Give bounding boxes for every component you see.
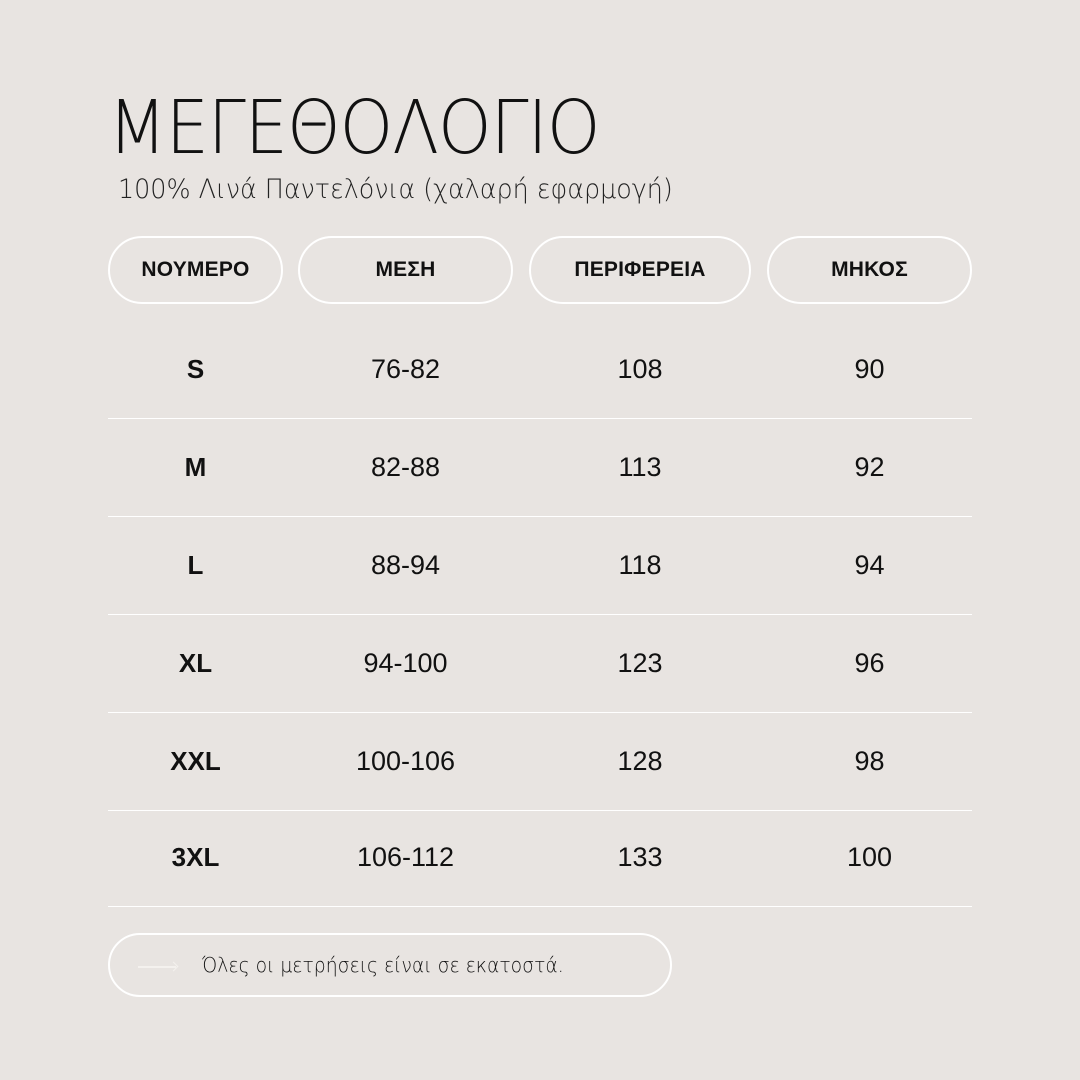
circumference-cell: 118 — [618, 549, 662, 580]
circumference-cell: 128 — [617, 745, 663, 776]
circumference-cell: 123 — [617, 647, 663, 678]
waist-cell: 100-106 — [355, 745, 456, 776]
size-cell: XXL — [170, 745, 221, 776]
size-cell: L — [187, 549, 204, 580]
length-cell: 94 — [854, 549, 885, 580]
size-cell: XL — [178, 647, 213, 678]
circumference-cell: 133 — [617, 841, 663, 872]
header-length: ΜΗΚΟΣ — [767, 236, 972, 304]
header-size: ΝΟΥΜΕΡΟ — [108, 236, 283, 304]
size-cell: M — [184, 451, 207, 482]
waist-cell: 82-88 — [370, 451, 441, 482]
note-text: Όλες οι μετρήσεις είναι σε εκατοστά. — [202, 953, 564, 977]
length-cell: 96 — [854, 647, 885, 678]
arrow-right-icon — [138, 966, 176, 968]
length-cell: 98 — [854, 745, 885, 776]
length-cell: 100 — [846, 841, 893, 872]
table-row — [108, 808, 972, 907]
page-subtitle: 100% Λινά Παντελόνια (χαλαρή εφαρμογή) — [118, 174, 673, 205]
header-waist: ΜΕΣΗ — [298, 236, 513, 304]
header-circumference: ΠΕΡΙΦΕΡΕΙΑ — [529, 236, 751, 304]
waist-cell: 106-112 — [356, 841, 455, 872]
measurement-note — [108, 933, 672, 997]
waist-cell: 88-94 — [370, 549, 441, 580]
length-cell: 92 — [854, 451, 885, 482]
page-title: ΜΕΓΕΘΟΛΟΓΙΟ — [108, 85, 600, 171]
table-row — [108, 516, 972, 615]
waist-cell: 94-100 — [363, 647, 448, 678]
size-cell: S — [186, 353, 205, 384]
table-row — [108, 614, 972, 713]
length-cell: 90 — [854, 353, 885, 384]
table-row — [108, 418, 972, 517]
size-cell: 3XL — [171, 841, 220, 872]
table-row — [108, 712, 972, 811]
waist-cell: 76-82 — [370, 353, 441, 384]
circumference-cell: 108 — [617, 353, 663, 384]
circumference-cell: 113 — [618, 451, 662, 482]
table-row — [108, 320, 972, 419]
